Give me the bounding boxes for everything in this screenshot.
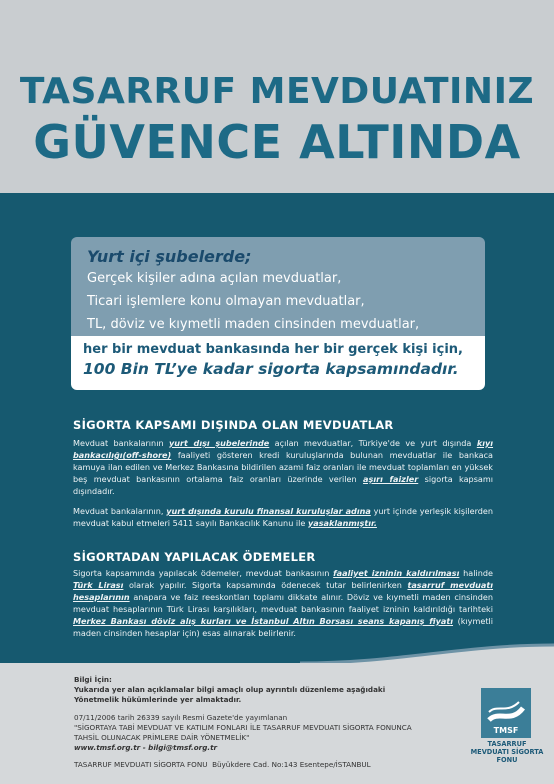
headline-line1: TASARRUF MEVDUATINIZ	[19, 71, 535, 112]
card-line-3: TL, döviz ve kıymetli maden cinsinden mevduatlar,	[87, 317, 420, 332]
address-line	[74, 760, 371, 770]
web-contact-link[interactable]: www.tmsf.org.tr - bilgi@tmsf.org.tr	[74, 743, 218, 752]
highlight-line1: her bir mevduat bankasında her bir gerçek kişi için,	[83, 342, 463, 357]
info-line-2: Yönetmelik hükümlerinde yer almaktadır.	[74, 695, 242, 704]
exclusions-title: SİGORTA KAPSAMI DIŞINDA OLAN MEVDUATLAR	[73, 418, 394, 432]
header-area	[0, 0, 554, 193]
exclusions-paragraph-1: Mevduat bankalarının yurt dışı şubelerinde açılan mevduatlar, Türkiye'de ve yurt dışında kıyı bankacılığı(off-shore) faaliyeti gösteren kredi kuruluşlarında bulunan mevduatlar ile bankaca kamuya ilan edilen ve Merkez Bankasına bildirilen azami faiz oranları ile mevduat toplamları en yüksek beş mevduat bankasının ortalama faiz oranları üzerinde verilen aşırı faizler sigorta kapsamı dışındadır.	[73, 438, 494, 496]
info-line-1: Yukarıda yer alan açıklamalar bilgi amaçlı olup ayrıntılı düzenleme aşağıdaki	[74, 685, 386, 694]
logo-label	[464, 740, 550, 764]
card-heading: Yurt içi şubelerde;	[87, 247, 252, 266]
info-title: Bilgi İçin:	[74, 675, 112, 684]
card-line-1: Gerçek kişiler adına açılan mevduatlar,	[87, 271, 342, 286]
payments-title: SİGORTADAN YAPILACAK ÖDEMELER	[73, 550, 316, 564]
highlight-line2: 100 Bin TL’ye kadar sigorta kapsamındadır.	[83, 360, 459, 378]
regulation-line-1: 07/11/2006 tarih 26339 sayılı Resmi Gazete'de yayımlanan	[74, 713, 288, 722]
exclusions-section	[73, 418, 493, 529]
logo-label-2: MEVDUATI SİGORTA	[470, 748, 544, 756]
logo-label-3: FONU	[496, 756, 518, 764]
logo-label-1: TASARRUF	[487, 740, 527, 748]
coverage-card	[71, 237, 485, 341]
payments-section	[73, 550, 493, 639]
headline-line2: GÜVENCE ALTINDA	[33, 115, 521, 169]
regulation-line-2: "SİGORTAYA TABİ MEVDUAT VE KATILIM FONLARI İLE TASARRUF MEVDUATI SİGORTA FONUNCA	[74, 723, 412, 732]
address-text: Büyükdere Cad. No:143 Esentepe/İSTANBUL	[212, 760, 371, 769]
tmsf-logo	[481, 688, 531, 738]
card-line-2: Ticari işlemlere konu olmayan mevduatlar,	[87, 294, 365, 309]
regulation-line-3: TAHSİL OLUNACAK PRİMLERE DAİR YÖNETMELİK"	[74, 733, 250, 742]
logo-mark-icon	[483, 690, 529, 736]
logo-text: TMSF	[493, 726, 519, 735]
payments-paragraph: Sigorta kapsamında yapılacak ödemeler, mevduat bankasının faaliyet izninin kaldırılması halinde Türk Lirası olarak yapılır. Sigorta kapsamında ödenecek tutar belirlenirken tasarruf mevduatı hesaplarının anapara ve faiz reeskontları toplamı dikkate alınır. Döviz ve kıymetli maden cinsinden mevduat hesaplarının Türk Lirası karşılıkları, mevduat bankasının faaliyet izninin kaldırıldığı tarihteki Merkez Bankası döviz alış kurları ve İstanbul Altın Borsası seans kapanış fiyatı (kıymetli maden cinsinden hesaplar için) esas alınarak belirlenir.	[73, 568, 494, 638]
address-org-name: TASARRUF MEVDUATI SİGORTA FONU	[74, 760, 208, 769]
exclusions-paragraph-2: Mevduat bankalarının, yurt dışında kurulu finansal kuruluşlar adına yurt içinde yerleşik kişilerden mevduat kabul etmeleri 5411 sayılı Bankacılık Kanunu ile yasaklanmıştır.	[73, 506, 493, 528]
coverage-highlight	[71, 336, 485, 390]
regulation-block	[74, 713, 412, 753]
info-block	[74, 675, 385, 705]
